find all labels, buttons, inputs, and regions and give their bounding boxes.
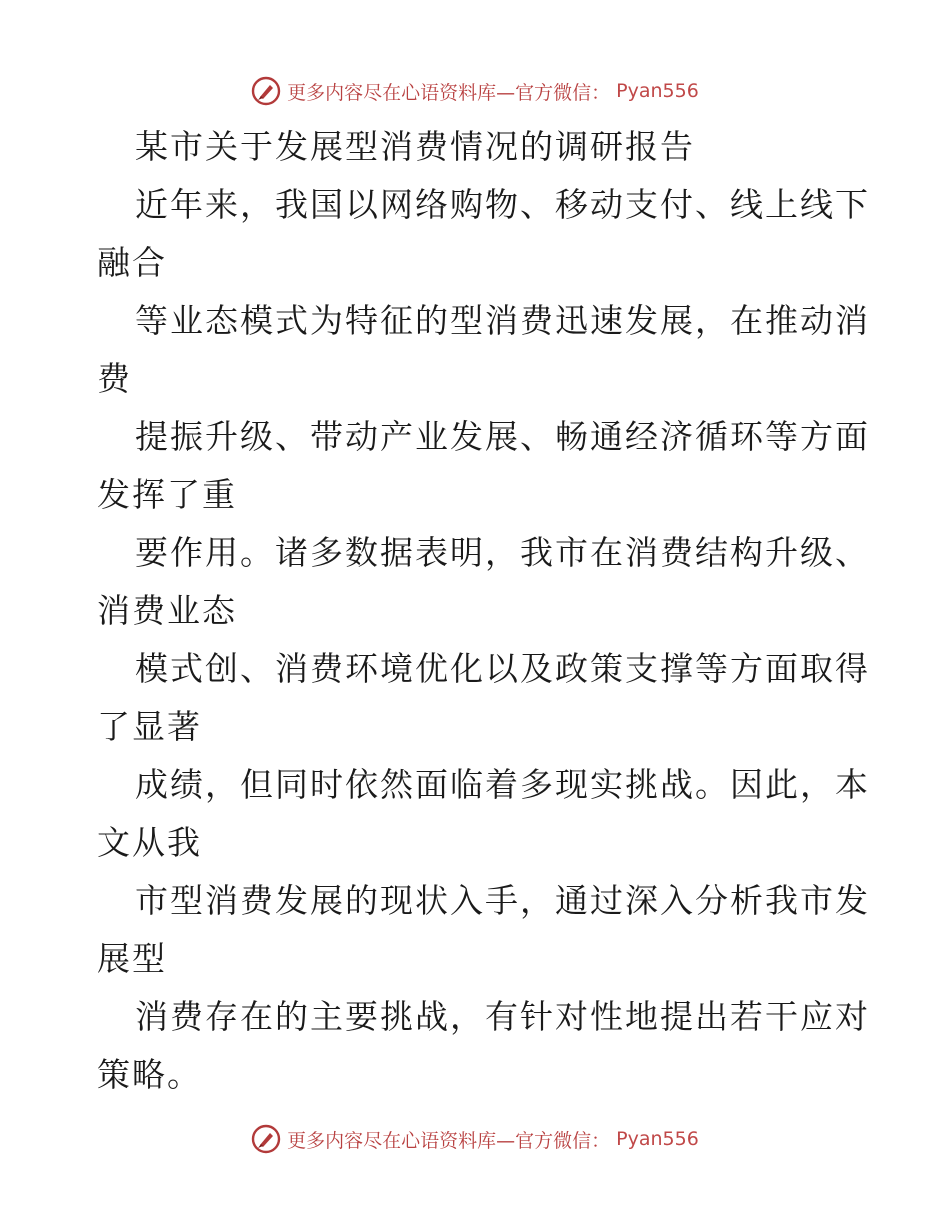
- paragraph-line: 提振升级、带动产业发展、畅通经济循环等方面: [135, 417, 870, 456]
- watermark-text: 更多内容尽在心语资料库—官方微信：: [287, 81, 611, 104]
- paragraph-line: 模式创、消费环境优化以及政策支撑等方面取得: [135, 649, 870, 688]
- paragraph-line: 展型: [97, 939, 167, 978]
- paragraph-line: 成绩，但同时依然面临着多现实挑战。因此，本: [135, 765, 870, 804]
- watermark-wechat-id: Pyan556: [616, 1128, 699, 1150]
- paragraph-line: 文从我: [97, 823, 202, 862]
- document-body: [97, 118, 870, 1104]
- paragraph-line: 消费业态: [97, 591, 237, 630]
- paragraph-line: 融合: [97, 243, 167, 282]
- paragraph-line: 市型消费发展的现状入手，通过深入分析我市发: [135, 881, 870, 920]
- paragraph-line: 消费存在的主要挑战，有针对性地提出若干应对: [135, 997, 870, 1036]
- paragraph-line: 费: [97, 359, 132, 398]
- header-watermark: [0, 71, 950, 111]
- paragraph-line: 了显著: [97, 707, 202, 746]
- paragraph-line: 等业态模式为特征的型消费迅速发展，在推动消: [135, 301, 870, 340]
- watermark-text: 更多内容尽在心语资料库—官方微信：: [287, 1129, 611, 1152]
- paragraph-line: 要作用。诸多数据表明，我市在消费结构升级、: [135, 533, 870, 572]
- document-title: 某市关于发展型消费情况的调研报告: [135, 127, 695, 166]
- paragraph-line: 近年来，我国以网络购物、移动支付、线上线下: [135, 185, 870, 224]
- paragraph-line: 发挥了重: [97, 475, 237, 514]
- footer-watermark: [0, 1119, 950, 1159]
- watermark-wechat-id: Pyan556: [616, 80, 699, 102]
- pen-nib-logo-icon: [251, 1124, 281, 1154]
- pen-nib-logo-icon: [251, 76, 281, 106]
- paragraph-line: 策略。: [97, 1055, 202, 1094]
